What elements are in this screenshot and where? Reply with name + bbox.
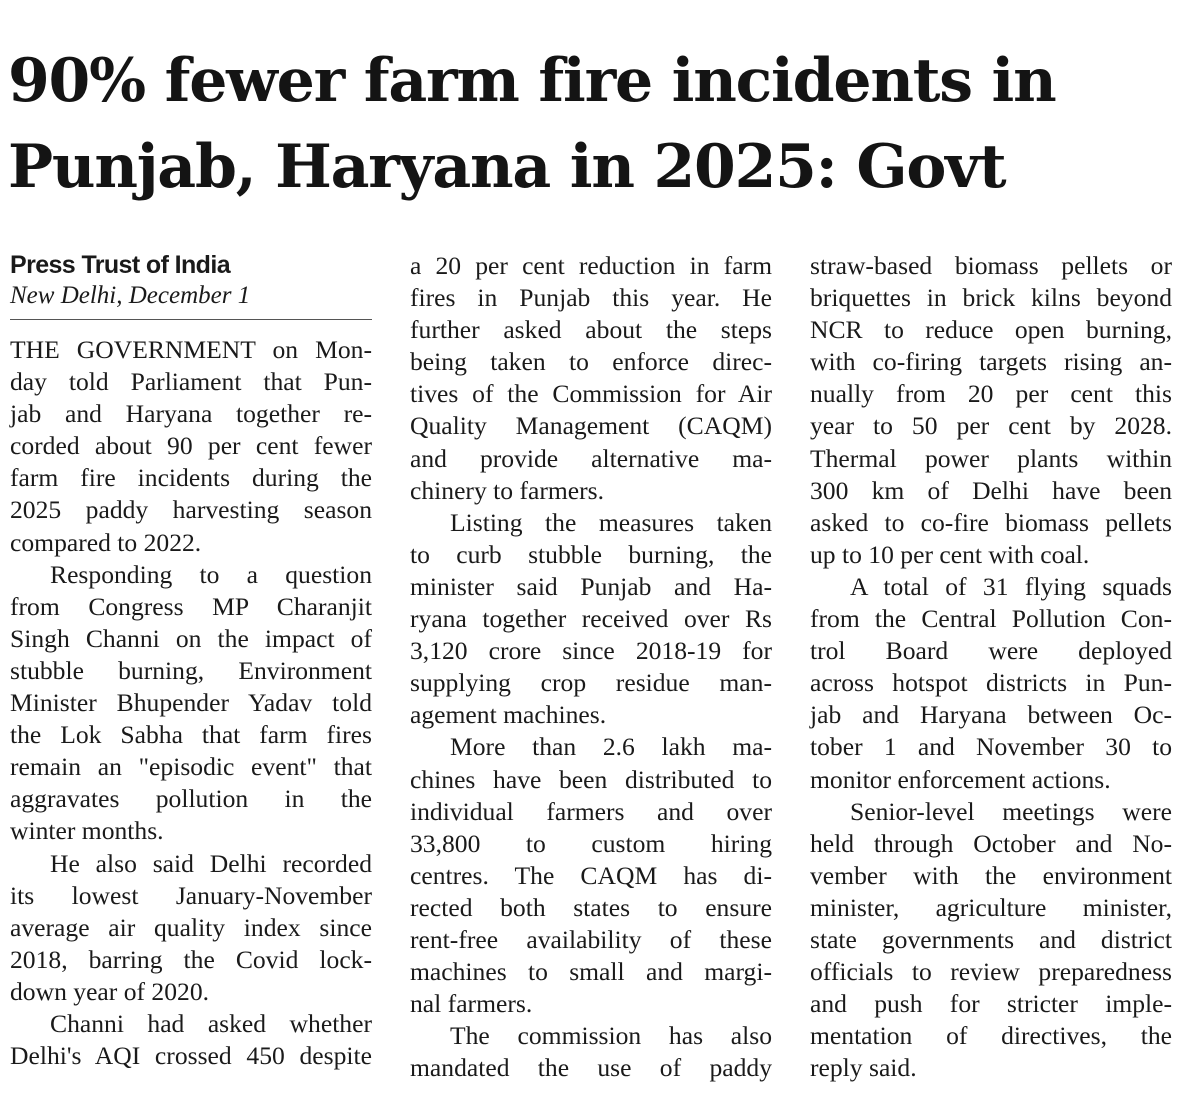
text-line: Delhi's AQI crossed 450 despite <box>10 1041 372 1071</box>
article-body <box>0 250 1200 1101</box>
text-line: mentation of directives, the <box>810 1021 1172 1051</box>
text-line: asked to co-fire biomass pellets <box>810 507 1172 537</box>
text-line: corded about 90 per cent fewer <box>10 431 372 461</box>
text-line: centres. The CAQM has di- <box>410 860 772 890</box>
text-line: Quality Management (CAQM) <box>410 411 772 441</box>
text-line: across hotspot districts in Pun- <box>810 668 1172 698</box>
article-column-1 <box>10 250 372 1072</box>
text-line: to curb stubble burning, the <box>410 539 772 569</box>
headline-line: 90% fewer farm fire incidents in <box>8 46 1056 116</box>
text-line: fires in Punjab this year. He <box>410 283 772 313</box>
text-line: from Congress MP Charanjit <box>10 591 372 621</box>
text-line: farm fire incidents during the <box>10 463 372 493</box>
text-line: Channi had asked whether <box>50 1008 372 1038</box>
text-line: nal farmers. <box>410 989 533 1019</box>
headline-line: Punjab, Haryana in 2025: Govt <box>8 132 1006 202</box>
text-line: More than 2.6 lakh ma- <box>450 732 772 762</box>
text-line: held through October and No- <box>810 828 1172 858</box>
text-line: officials to review preparedness <box>810 957 1172 987</box>
text-line: down year of 2020. <box>10 976 210 1006</box>
text-line: supplying crop residue man- <box>410 668 772 698</box>
text-line: vember with the environment <box>810 860 1172 890</box>
text-line: the Lok Sabha that farm fires <box>10 720 372 750</box>
byline <box>10 250 372 320</box>
text-line: rent-free availability of these <box>410 924 772 954</box>
text-line: and provide alternative ma- <box>410 443 772 473</box>
text-line: straw-based biomass pellets or <box>810 251 1172 280</box>
text-line: 2018, barring the Covid lock- <box>10 944 372 974</box>
text-line: The commission has also <box>450 1021 772 1051</box>
text-line: chinery to farmers. <box>410 475 605 505</box>
column-text <box>810 250 1172 1084</box>
byline-divider <box>10 319 372 320</box>
text-line: and push for stricter imple- <box>810 989 1172 1019</box>
text-line: year to 50 per cent by 2028. <box>810 411 1172 441</box>
text-line: day told Parliament that Pun- <box>10 367 372 397</box>
text-line: Minister Bhupender Yadav told <box>10 688 372 718</box>
article-column-2 <box>410 250 772 1084</box>
text-line: monitor enforcement actions. <box>810 764 1111 794</box>
text-line: tober 1 and November 30 to <box>810 732 1172 762</box>
text-line: average air quality index since <box>10 912 372 942</box>
text-line: rected both states to ensure <box>410 892 772 922</box>
text-line: reply said. <box>810 1053 917 1083</box>
text-line: Singh Channi on the impact of <box>10 623 372 653</box>
text-line: further asked about the steps <box>410 315 772 345</box>
text-line: 300 km of Delhi have been <box>810 475 1172 505</box>
text-line: nually from 20 per cent this <box>810 379 1172 409</box>
text-line: state governments and district <box>810 924 1172 954</box>
text-line: trol Board were deployed <box>810 636 1172 666</box>
text-line: He also said Delhi recorded <box>50 848 372 878</box>
text-line: jab and Haryana together re- <box>10 399 372 429</box>
text-line: 3,120 crore since 2018-19 for <box>410 636 772 666</box>
byline-agency: Press Trust of India <box>10 251 231 279</box>
headline <box>8 38 1193 210</box>
text-line: Thermal power plants within <box>810 443 1172 473</box>
text-line: winter months. <box>10 816 164 846</box>
text-line: minister said Punjab and Ha- <box>410 571 772 601</box>
text-line: machines to small and margi- <box>410 957 772 987</box>
text-line: Listing the measures taken <box>450 507 772 537</box>
column-text <box>410 250 772 1084</box>
text-line: remain an "episodic event" that <box>10 752 372 782</box>
byline-dateline: New Delhi, December 1 <box>10 282 251 309</box>
text-line: with co-firing targets rising an- <box>810 347 1172 377</box>
text-line: from the Central Pollution Con- <box>810 604 1172 634</box>
text-line: 33,800 to custom hiring <box>410 828 772 858</box>
text-line: Senior-level meetings were <box>850 796 1172 826</box>
text-line: mandated the use of paddy <box>410 1053 772 1083</box>
article-column-3 <box>810 250 1172 1084</box>
text-line: THE GOVERNMENT on Mon- <box>10 335 372 364</box>
text-line: compared to 2022. <box>10 527 202 557</box>
text-line: briquettes in brick kilns beyond <box>810 283 1172 313</box>
text-line: stubble burning, Environment <box>10 655 372 685</box>
text-line: up to 10 per cent with coal. <box>810 539 1090 569</box>
text-line: 2025 paddy harvesting season <box>10 495 372 525</box>
text-line: Responding to a question <box>50 559 372 589</box>
text-line: chines have been distributed to <box>410 764 772 794</box>
text-line: tives of the Commission for Air <box>410 379 772 409</box>
text-line: individual farmers and over <box>410 796 772 826</box>
text-line: A total of 31 flying squads <box>850 571 1172 601</box>
column-text <box>10 334 372 1072</box>
text-line: NCR to reduce open burning, <box>810 315 1172 345</box>
text-line: jab and Haryana between Oc- <box>810 700 1172 730</box>
text-line: being taken to enforce direc- <box>410 347 772 377</box>
text-line: ryana together received over Rs <box>410 604 772 634</box>
text-line: a 20 per cent reduction in farm <box>410 251 772 280</box>
text-line: minister, agriculture minister, <box>810 892 1172 922</box>
text-line: aggravates pollution in the <box>10 784 372 814</box>
text-line: agement machines. <box>410 700 607 730</box>
text-line: its lowest January-November <box>10 880 372 910</box>
